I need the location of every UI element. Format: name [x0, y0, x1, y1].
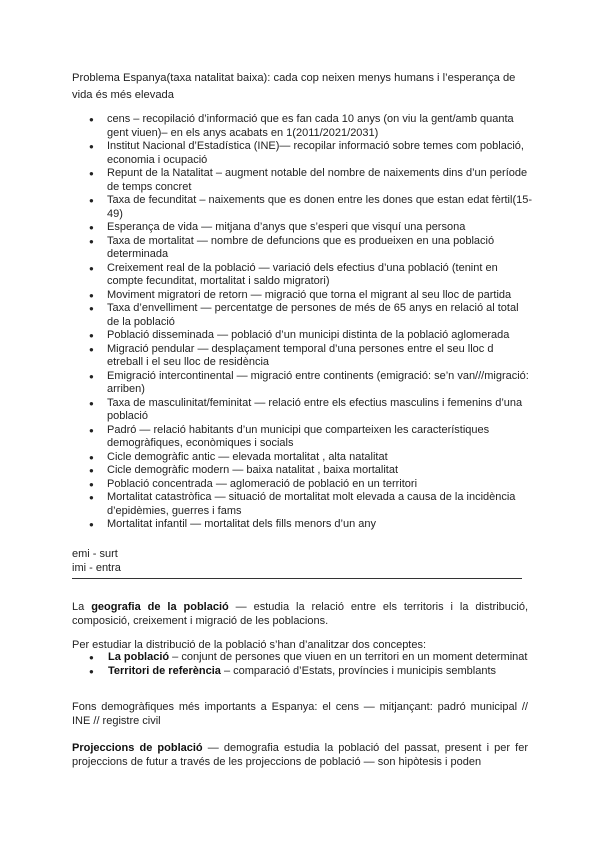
list-item: ● Taxa de mortalitat — nombre de defuncions que es produeixen en una població determinada: [72, 235, 532, 262]
list-item: ● Repunt de la Natalitat – augment notable del nombre de naixements dins d’un període de temps concret: [72, 167, 532, 194]
geografia-pre: La: [72, 601, 92, 613]
list-item: ● Població disseminada — població d’un municipi distinta de la població aglomerada: [72, 329, 532, 343]
list-item: ● Cicle demogràfic modern — baixa natalitat , baixa mortalitat: [72, 464, 532, 478]
list-item: ● cens – recopilació d’informació que es fan cada 10 anys (on viu la gent/amb quanta gent viuen)– en els anys acabats en 1(2011/2021/2031): [72, 113, 532, 140]
intro-paragraph: Problema Espanya(taxa natalitat baixa): cada cop neixen menys humans i l’esperança de vida és més elevada: [72, 72, 516, 101]
note-emi: emi - surt: [72, 548, 118, 560]
fonts-paragraph: Fons demogràfiques més importants a Espanya: el cens — mitjançant: padró municipal // INE // registre civil: [72, 701, 528, 727]
migration-notes: [72, 548, 121, 575]
list-item: ● Esperança de vida — mitjana d’anys que s’esperi que visquí una persona: [72, 221, 532, 235]
list-item: ● Institut Nacional d’Estadística (INE)— recopilar informació sobre temes com població, economia i ocupació: [72, 140, 532, 167]
geografia-paragraph: [72, 600, 528, 628]
list-item: ● Mortalitat catastròfica — situació de mortalitat molt elevada a causa de la incidència d’epidèmies, guerres i fams: [72, 491, 532, 518]
list-item: [72, 651, 528, 665]
list-item: ● Moviment migratori de retorn — migració que torna el migrant al seu lloc de partida: [72, 289, 532, 303]
list-item: ● Cicle demogràfic antic — elevada mortalitat , alta natalitat: [72, 451, 532, 465]
concepts-list: [72, 651, 528, 678]
concept-text: – comparació d’Estats, províncies i municipis semblants: [220, 664, 497, 677]
list-item: [72, 665, 528, 679]
list-item: ● Població concentrada — aglomeració de població en un territori: [72, 478, 532, 492]
projeccions-term: Projeccions de població: [72, 742, 203, 754]
list-item: ● Taxa de fecunditat – naixements que es donen entre les dones que estan edat fèrtil(15-49): [72, 194, 532, 221]
projeccions-text: — demografia estudia la població del passat, present i per fer projeccions de futur a través de les projeccions de població — son hipòtesis i poden: [72, 742, 528, 768]
concept-text: – conjunt de persones que viuen en un territori en un moment determinat: [169, 651, 528, 663]
list-item: ● Taxa de masculinitat/feminitat — relació entre els efectius masculins i femenins d’una població: [72, 397, 532, 424]
list-item: ● Padró — relació habitants d’un municipi que comparteixen les característiques demogràfiques, econòmiques i socials: [72, 424, 532, 451]
list-item: ● Mortalitat infantil — mortalitat dels fills menors d’un any: [72, 518, 532, 532]
geografia-term: geografia de la població: [91, 601, 229, 613]
note-imi: imi - entra: [72, 561, 121, 574]
geografia-text: — estudia la relació entre els territoris i la distribució, composició, creixement i migració de les poblacions.: [72, 601, 528, 627]
list-item: ● Creixement real de la població — variació dels efectius d’una població (tenint en compte fecunditat, mortalitat i saldo migratori): [72, 262, 532, 289]
projeccions-paragraph: [72, 741, 528, 769]
section-divider: [72, 578, 522, 579]
list-item: ● Migració pendular — desplaçament temporal d’una persones entre el seu lloc d etreball i el seu lloc de residència: [72, 343, 532, 370]
list-item: ● Taxa d’envelliment — percentatge de persones de més de 65 anys en relació al total de la població: [72, 302, 532, 329]
definitions-list: [72, 113, 532, 532]
list-item: ● Emigració intercontinental — migració entre continents (emigració: se’n van///migració: arriben): [72, 370, 532, 397]
concept-term: La població: [108, 651, 170, 663]
concepts-intro: Per estudiar la distribució de la població s’han d’analitzar dos conceptes:: [72, 639, 427, 651]
concept-term: Territori de referència: [108, 664, 221, 677]
